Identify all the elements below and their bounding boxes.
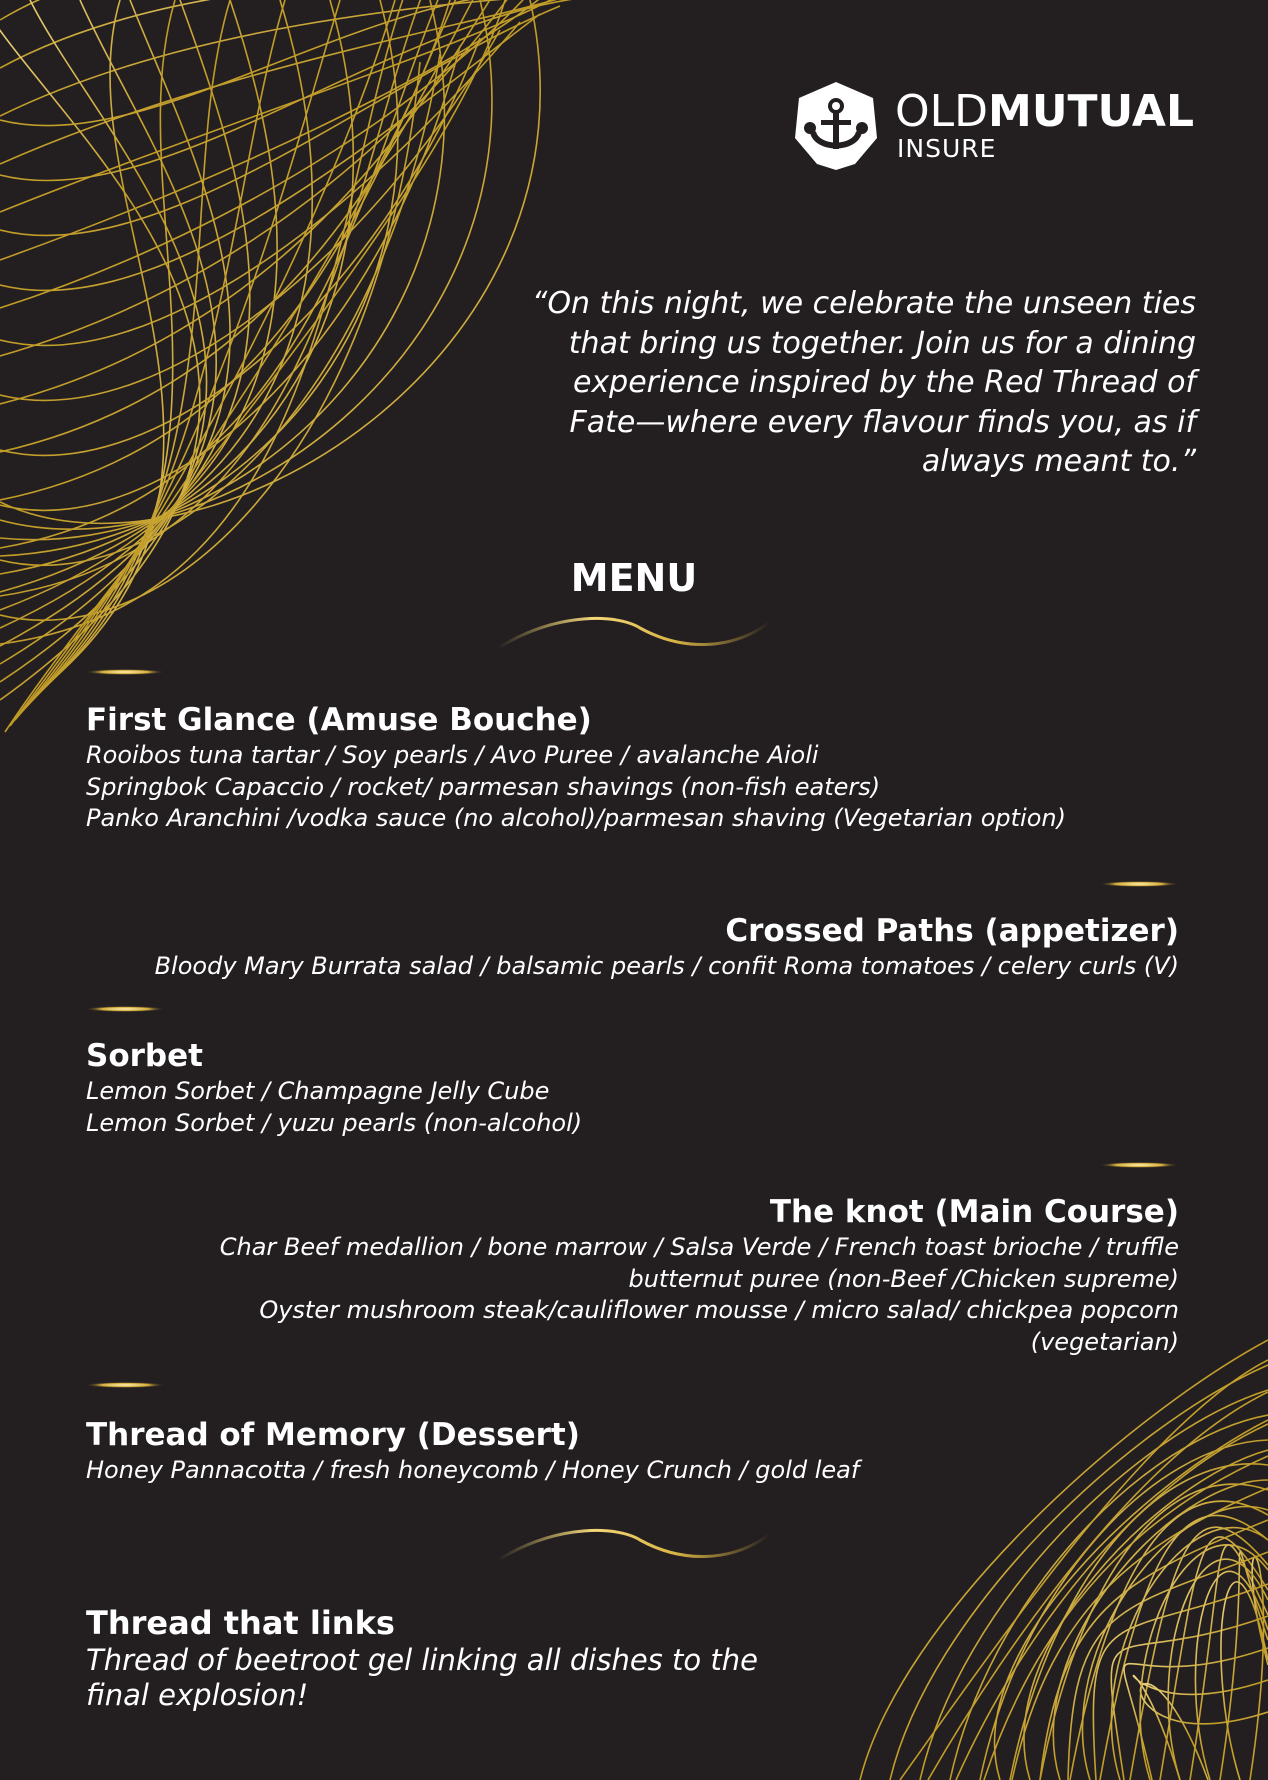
section-title: First Glance (Amuse Bouche) [86, 702, 592, 738]
gold-thread [0, 46, 460, 510]
section-thread-of-memory [86, 1415, 859, 1487]
intro-quote-line: experience inspired by the Red Thread of [572, 365, 1196, 400]
brand-subtitle: INSURE [897, 134, 997, 163]
section-first-glance [86, 700, 1066, 835]
section-title: The knot (Main Course) [769, 1194, 1179, 1230]
section-title: Thread that links [86, 1604, 395, 1642]
intro-quote-line: that bring us together. Join us for a dining [568, 325, 1196, 361]
gold-thread [0, 0, 406, 644]
gold-dash-5 [85, 1382, 165, 1388]
intro-quote-line: always meant to.” [921, 444, 1196, 479]
gold-thread [0, 0, 460, 500]
gold-thread [0, 0, 200, 700]
gold-thread [20, 0, 340, 714]
section-sorbet [86, 1036, 582, 1139]
final-description: Thread of beetroot gel linking all dishes to the final explosion! [86, 1643, 758, 1712]
gold-dash-2 [1099, 881, 1179, 887]
brand-name-bold: MUTUAL [988, 86, 1195, 137]
wave-ornament-top [498, 618, 770, 648]
gold-dash-1 [85, 669, 165, 675]
menu-item: Lemon Sorbet / yuzu pearls (non-alcohol) [86, 1108, 583, 1137]
brand-name-light: OLD [895, 86, 989, 137]
brand-name [895, 86, 1195, 137]
section-thread-that-links [86, 1603, 806, 1713]
gold-thread [1250, 1557, 1268, 1780]
menu-item: Lemon Sorbet / Champagne Jelly Cube [86, 1077, 550, 1105]
menu-item: Char Beef medallion / bone marrow / Salsa Verde / French toast brioche / truffle [219, 1233, 1179, 1261]
menu-item: Rooibos tuna tartar / Soy pearls / Avo Puree / avalanche Aioli [86, 741, 819, 769]
menu-item: Panko Aranchini /vodka sauce (no alcohol)/parmesan shaving (Vegetarian option) [86, 804, 1066, 832]
menu-title: MENU [570, 556, 698, 600]
gold-thread [1140, 1684, 1268, 1780]
gold-thread [0, 54, 440, 565]
menu-item: Honey Pannacotta / fresh honeycomb / Honey Crunch / gold leaf [86, 1456, 860, 1484]
gold-thread [860, 1340, 1268, 1780]
menu-item: Oyster mushroom steak/cauliflower mousse / micro salad/ chickpea popcorn [259, 1296, 1179, 1324]
gold-thread [35, 0, 175, 696]
gold-thread [1040, 1484, 1268, 1780]
gold-thread [0, 0, 277, 610]
gold-thread [900, 1360, 1268, 1780]
menu-item: Bloody Mary Burrata salad / balsamic pearls / confit Roma tomatoes / celery curls (V) [154, 952, 1179, 980]
gold-thread [1133, 1676, 1268, 1780]
gold-dash-4 [1099, 1162, 1179, 1168]
intro-quote [420, 284, 1196, 482]
section-title: Sorbet [86, 1038, 203, 1074]
menu-item: (vegetarian) [1030, 1327, 1179, 1356]
menu-item: Springbok Capaccio / rocket/ parmesan shavings (non-fish eaters) [86, 772, 881, 801]
intro-quote-line: Fate—where every flavour finds you, as if [569, 404, 1196, 440]
intro-quote-line: “On this night, we celebrate the unseen ties [531, 286, 1196, 321]
gold-thread [1053, 1480, 1268, 1780]
menu-item: butternut puree (non-Beef /Chicken supreme) [628, 1264, 1179, 1293]
gold-dash-3 [85, 1006, 165, 1012]
anchor-shield-icon [793, 80, 879, 170]
section-crossed-paths [155, 911, 1179, 983]
gold-thread [0, 0, 532, 308]
section-title: Crossed Paths (appetizer) [725, 913, 1179, 949]
section-the-knot [220, 1192, 1179, 1358]
gold-thread [1024, 1450, 1268, 1780]
wave-ornament-bottom [498, 1530, 770, 1560]
section-title: Thread of Memory (Dessert) [86, 1417, 580, 1453]
gold-thread [0, 0, 230, 646]
